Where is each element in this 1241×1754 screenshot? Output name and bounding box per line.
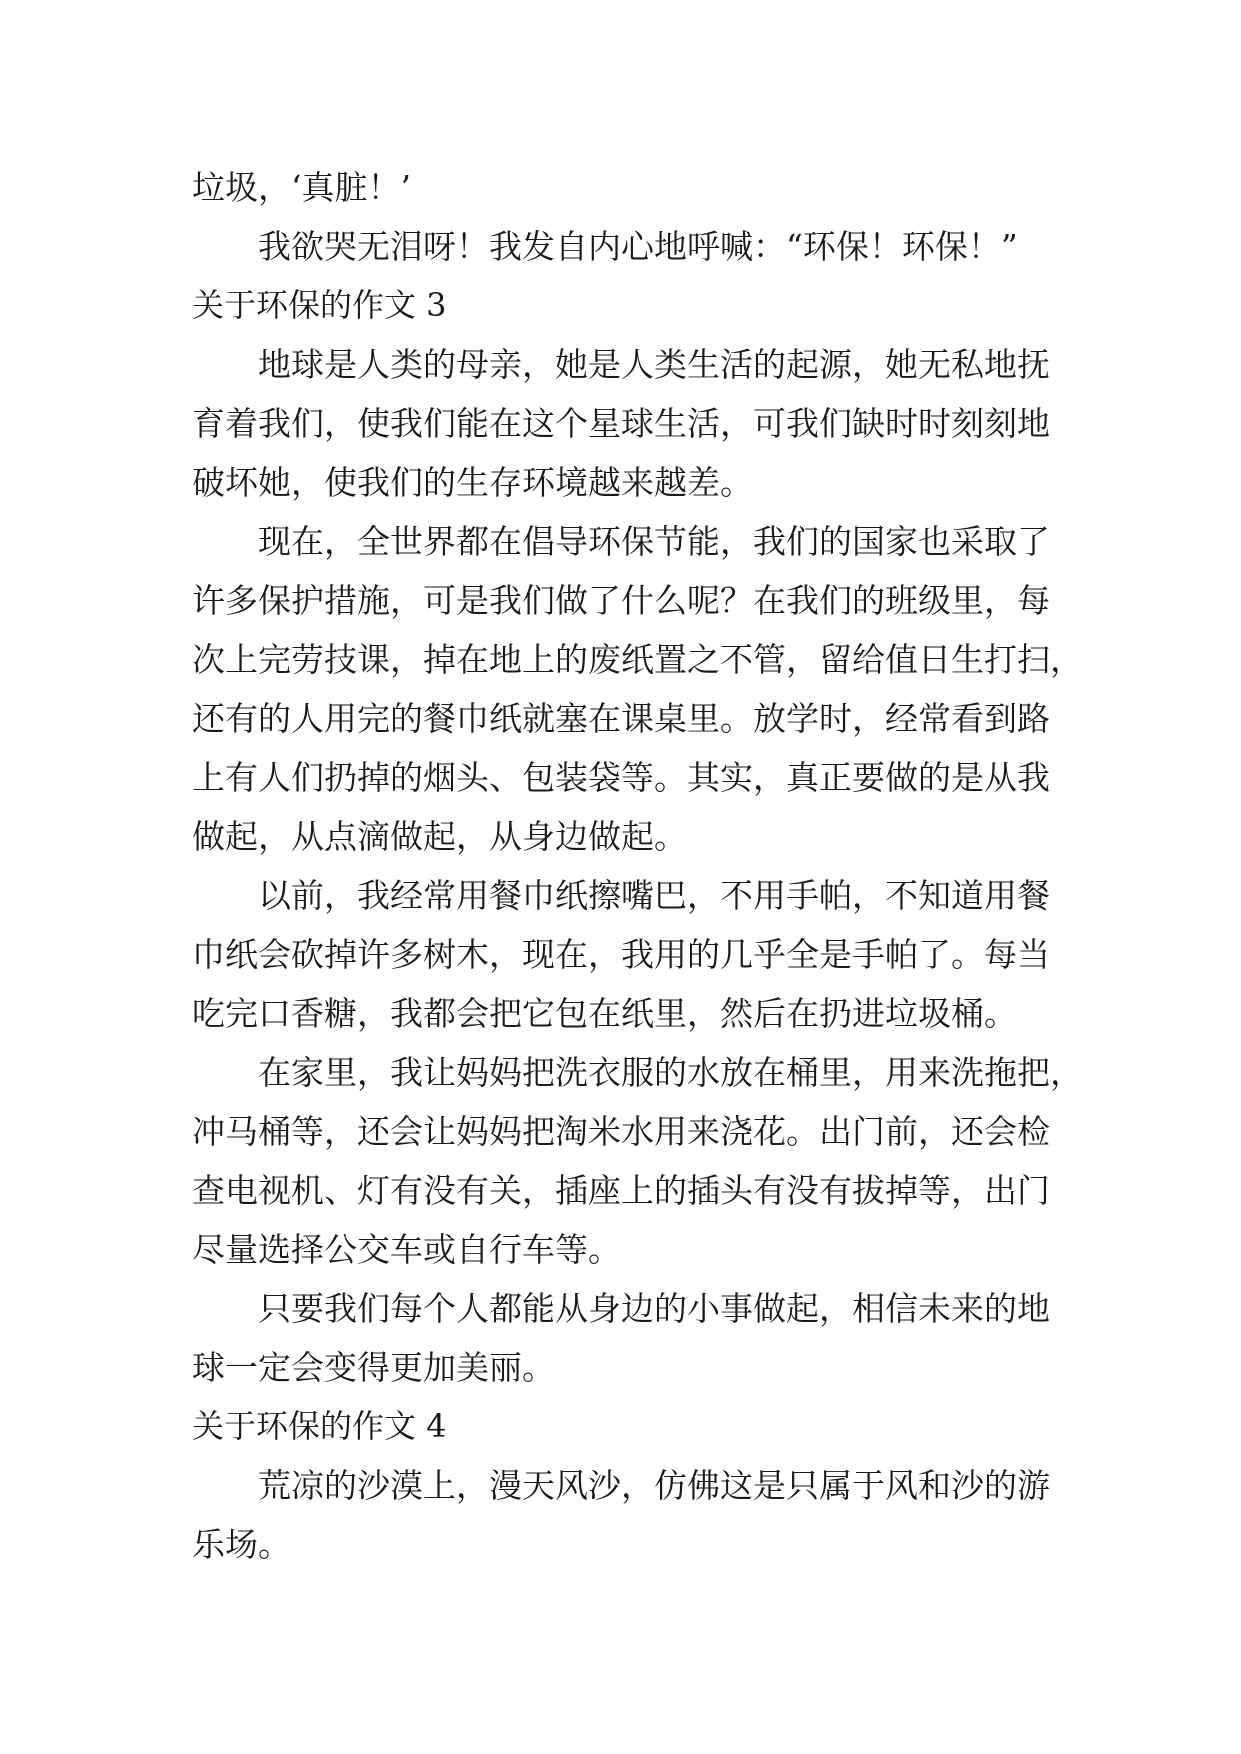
text-line: 查电视机、灯有没有关，插座上的插头有没有拔掉等，出门 xyxy=(192,1171,1050,1210)
text-line: 现在，全世界都在倡导环保节能，我们的国家也采取了 xyxy=(258,522,1050,561)
section-heading: 关于环保的作文 3 xyxy=(192,286,447,324)
text-line: 球一定会变得更加美丽。 xyxy=(192,1348,555,1387)
text-line: 乐场。 xyxy=(192,1525,291,1564)
text-line: 只要我们每个人都能从身边的小事做起，相信未来的地 xyxy=(258,1289,1050,1328)
section-heading: 关于环保的作文 4 xyxy=(192,1407,447,1445)
text-line: 荒凉的沙漠上，漫天风沙，仿佛这是只属于风和沙的游 xyxy=(258,1466,1050,1505)
text-line: 育着我们，使我们能在这个星球生活，可我们缺时时刻刻地 xyxy=(192,404,1050,443)
text-line: 以前，我经常用餐巾纸擦嘴巴，不用手帕，不知道用餐 xyxy=(258,876,1050,915)
text-line: 在家里，我让妈妈把洗衣服的水放在桶里，用来洗拖把， xyxy=(258,1053,1083,1092)
text-line: 地球是人类的母亲，她是人类生活的起源，她无私地抚 xyxy=(258,345,1050,384)
text-line: 巾纸会砍掉许多树木，现在，我用的几乎全是手帕了。每当 xyxy=(192,935,1050,974)
text-line: 冲马桶等，还会让妈妈把淘米水用来浇花。出门前，还会检 xyxy=(192,1112,1050,1151)
text-line: 次上完劳技课，掉在地上的废纸置之不管，留给值日生打扫， xyxy=(192,640,1083,679)
text-line: 还有的人用完的餐巾纸就塞在课桌里。放学时，经常看到路 xyxy=(192,699,1050,738)
text-line: 破坏她，使我们的生存环境越来越差。 xyxy=(192,463,753,502)
text-line: 垃圾，‘真脏！’ xyxy=(192,168,411,207)
document-page xyxy=(192,158,1083,1574)
text-line: 上有人们扔掉的烟头、包装袋等。其实，真正要做的是从我 xyxy=(192,758,1050,797)
text-line: 我欲哭无泪呀！我发自内心地呼喊：“环保！环保！” xyxy=(258,227,1018,266)
text-line: 吃完口香糖，我都会把它包在纸里，然后在扔进垃圾桶。 xyxy=(192,994,1017,1033)
text-line: 许多保护措施，可是我们做了什么呢？在我们的班级里，每 xyxy=(192,581,1050,620)
text-line: 尽量选择公交车或自行车等。 xyxy=(192,1230,621,1269)
text-line: 做起，从点滴做起，从身边做起。 xyxy=(192,817,687,856)
